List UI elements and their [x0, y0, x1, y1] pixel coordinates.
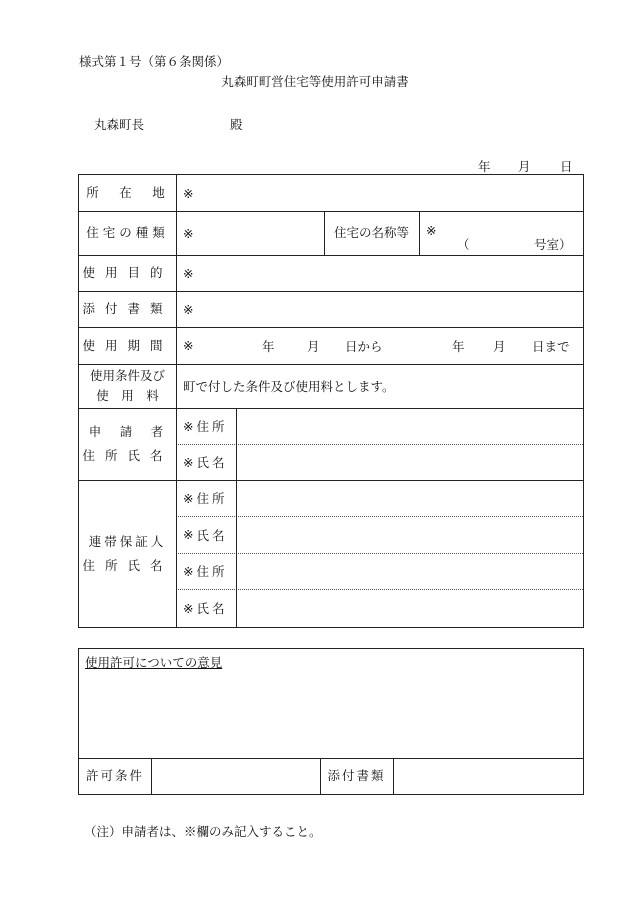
applicant-name-input[interactable]	[236, 444, 583, 480]
guarantor2-address-marker: ※	[183, 563, 197, 579]
period-end-year: 年	[452, 338, 465, 354]
period-end-to: 日まで	[532, 338, 570, 354]
purpose-label: 使用目的	[82, 265, 173, 280]
guarantor-label-line1: 連帯保証人	[88, 533, 167, 549]
guarantor2-address-label	[183, 553, 228, 589]
opinion-area[interactable]	[79, 673, 583, 758]
permit-attachments-input[interactable]	[393, 758, 583, 794]
attachments-marker: ※	[183, 301, 194, 317]
date-day-label: 日	[560, 159, 573, 174]
period-start-from: 日から	[345, 338, 383, 354]
housing-type-input[interactable]	[197, 211, 324, 255]
location-label: 所 在 地	[86, 185, 169, 200]
date-year-label: 年	[478, 159, 491, 174]
permit-attachments-label: 添付書類	[327, 768, 386, 783]
addressee: 丸森町長	[94, 117, 145, 132]
opinion-label: 使用許可についての意見	[85, 655, 223, 670]
guarantor-label-line2: 住所氏名	[82, 557, 173, 573]
guarantor1-address-label	[183, 480, 228, 516]
location-input[interactable]	[197, 175, 583, 211]
housing-type-marker: ※	[183, 225, 194, 241]
period-end-month: 月	[493, 338, 506, 354]
approval-table	[78, 648, 584, 795]
applicant-address-input[interactable]	[236, 408, 583, 444]
location-marker: ※	[183, 185, 194, 201]
conditions-label-line1: 使用条件及び	[89, 368, 165, 383]
guarantor1-address-marker: ※	[183, 490, 197, 506]
permit-conditions-label: 許可条件	[85, 768, 144, 783]
guarantor2-name-label	[183, 589, 228, 627]
footnote: （注）申請者は、※欄のみ記入すること。	[84, 824, 322, 839]
guarantor-label	[79, 480, 176, 627]
room-open-paren: （	[457, 237, 470, 252]
applicant-address-text: 住所	[196, 419, 228, 434]
guarantor1-name-marker: ※	[183, 527, 197, 542]
guarantor1-name-label	[183, 516, 228, 553]
attachments-input[interactable]	[197, 291, 583, 327]
guarantor2-name-text: 氏名	[196, 601, 228, 616]
room-suffix: 号室）	[534, 237, 572, 252]
document-title: 丸森町町営住宅等使用許可申請書	[221, 74, 409, 89]
conditions-label-line2: 使 用 料	[96, 388, 159, 403]
period-label: 使用期間	[82, 337, 173, 353]
purpose-input[interactable]	[197, 255, 583, 291]
guarantor1-name-input[interactable]	[236, 516, 583, 553]
guarantor1-address-input[interactable]	[236, 480, 583, 516]
housing-type-label: 住宅の種類	[86, 225, 169, 240]
purpose-marker: ※	[183, 265, 194, 281]
housing-name-label: 住宅の名称等	[333, 225, 409, 240]
application-table	[78, 174, 584, 628]
applicant-label-line1: 申 請 者	[88, 424, 167, 439]
conditions-label	[79, 364, 176, 408]
applicant-name-text: 氏名	[196, 455, 228, 470]
guarantor1-address-text: 住所	[196, 491, 228, 506]
permit-conditions-input[interactable]	[151, 758, 320, 794]
applicant-address-marker: ※	[183, 418, 197, 434]
guarantor2-address-text: 住所	[196, 564, 228, 579]
form-number-label: 様式第１号（第６条関係）	[79, 54, 230, 69]
conditions-text: 町で付した条件及び使用料とします。	[183, 379, 395, 394]
housing-name-input[interactable]	[441, 211, 583, 255]
applicant-label-line2: 住所氏名	[82, 448, 173, 463]
period-start-year: 年	[262, 338, 275, 354]
period-start-month: 月	[307, 338, 320, 354]
applicant-name-label	[183, 444, 228, 480]
applicant-address-label	[183, 408, 228, 444]
guarantor2-name-marker: ※	[183, 600, 197, 616]
guarantor2-name-input[interactable]	[236, 589, 583, 627]
date-month-label: 月	[518, 159, 531, 174]
honorific: 殿	[230, 117, 243, 132]
applicant-label	[79, 408, 176, 480]
attachments-label: 添付書類	[82, 301, 173, 316]
guarantor1-name-text: 氏名	[196, 527, 228, 543]
applicant-name-marker: ※	[183, 454, 197, 470]
guarantor2-address-input[interactable]	[236, 553, 583, 589]
housing-name-marker: ※	[426, 223, 437, 238]
period-marker: ※	[183, 338, 194, 353]
